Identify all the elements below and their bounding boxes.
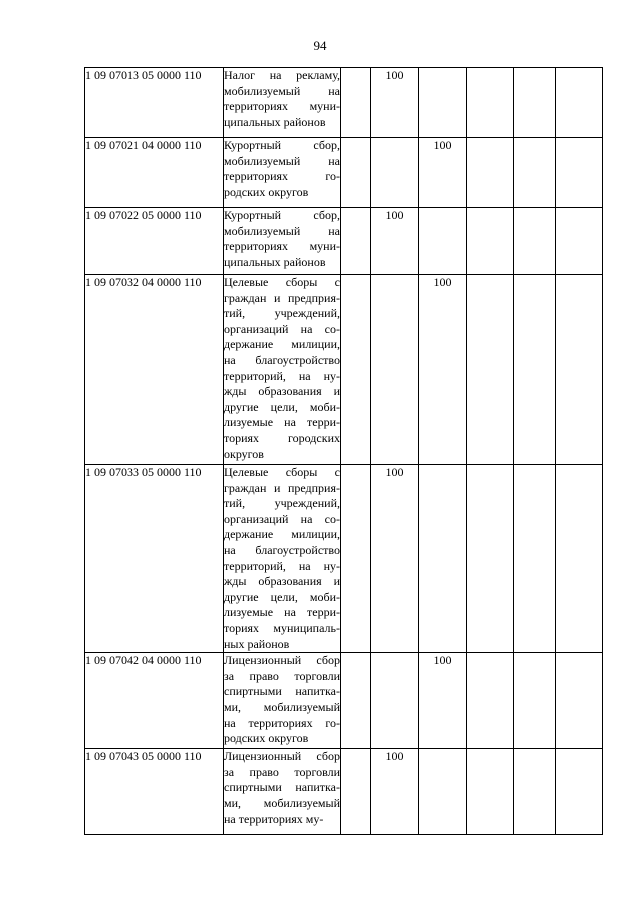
description-line: территориях го- bbox=[224, 169, 340, 184]
table-row bbox=[85, 138, 603, 208]
description-line: тий, учреждений, bbox=[224, 496, 340, 511]
income-description bbox=[224, 749, 341, 835]
description-line: на территориях му- bbox=[224, 811, 324, 826]
table-row bbox=[85, 275, 603, 465]
description-line: Лицензионный сбор bbox=[224, 749, 340, 764]
empty-cell bbox=[341, 749, 371, 835]
empty-cell bbox=[467, 208, 514, 275]
description-line: на благоустройство bbox=[224, 542, 340, 557]
description-line: мобилизуемый на bbox=[224, 223, 340, 238]
empty-cell bbox=[467, 465, 514, 653]
description-line: спиртными напитка- bbox=[224, 780, 340, 795]
empty-cell bbox=[341, 653, 371, 749]
description-line: территориях муни- bbox=[224, 99, 340, 114]
classification-code: 1 09 07043 05 0000 110 bbox=[85, 749, 224, 835]
income-description bbox=[224, 208, 341, 275]
budget-classification-table bbox=[84, 67, 603, 835]
norm-value-municipal: 100 bbox=[371, 68, 419, 138]
empty-cell bbox=[556, 68, 603, 138]
classification-code: 1 09 07042 04 0000 110 bbox=[85, 653, 224, 749]
description-line: Целевые сборы с bbox=[224, 465, 340, 479]
norm-value-urban bbox=[419, 208, 467, 275]
income-description bbox=[224, 653, 341, 749]
norm-value-municipal: 100 bbox=[371, 465, 419, 653]
table-body bbox=[85, 68, 603, 835]
table-row bbox=[85, 749, 603, 835]
description-line: лизуемые на терри- bbox=[224, 415, 340, 430]
description-line: ториях муниципаль- bbox=[224, 620, 340, 635]
description-line: другие цели, моби- bbox=[224, 589, 340, 604]
description-line: территориях муни- bbox=[224, 239, 340, 254]
description-line: другие цели, моби- bbox=[224, 399, 340, 414]
empty-cell bbox=[514, 465, 556, 653]
income-description bbox=[224, 68, 341, 138]
empty-cell bbox=[556, 749, 603, 835]
description-line: держание милиции, bbox=[224, 527, 340, 542]
empty-cell bbox=[514, 749, 556, 835]
description-line: мобилизуемый на bbox=[224, 83, 340, 98]
income-description bbox=[224, 465, 341, 653]
description-line: родских округов bbox=[224, 731, 309, 746]
empty-cell bbox=[514, 275, 556, 465]
description-line: ми, мобилизуемый bbox=[224, 795, 340, 810]
description-line: ципальных районов bbox=[224, 114, 326, 129]
norm-value-urban: 100 bbox=[419, 138, 467, 208]
classification-code: 1 09 07033 05 0000 110 bbox=[85, 465, 224, 653]
description-line: родских округов bbox=[224, 184, 309, 199]
norm-value-municipal: 100 bbox=[371, 208, 419, 275]
norm-value-urban bbox=[419, 749, 467, 835]
description-line: жды образования и bbox=[224, 574, 340, 589]
description-line: территорий, на ну- bbox=[224, 368, 340, 383]
description-line: Лицензионный сбор bbox=[224, 653, 340, 668]
description-line: ми, мобилизуемый bbox=[224, 699, 340, 714]
empty-cell bbox=[467, 275, 514, 465]
description-line: Целевые сборы с bbox=[224, 275, 340, 289]
income-description bbox=[224, 138, 341, 208]
description-line: за право торговли bbox=[224, 764, 340, 779]
empty-cell bbox=[514, 68, 556, 138]
empty-cell bbox=[514, 208, 556, 275]
empty-cell bbox=[341, 68, 371, 138]
empty-cell bbox=[467, 749, 514, 835]
description-line: жды образования и bbox=[224, 384, 340, 399]
norm-value-municipal: 100 bbox=[371, 749, 419, 835]
empty-cell bbox=[556, 465, 603, 653]
description-line: лизуемые на терри- bbox=[224, 605, 340, 620]
page-number: 94 bbox=[313, 38, 327, 53]
description-line: Курортный сбор, bbox=[224, 208, 340, 222]
empty-cell bbox=[341, 465, 371, 653]
income-description bbox=[224, 275, 341, 465]
table-row bbox=[85, 653, 603, 749]
description-line: мобилизуемый на bbox=[224, 153, 340, 168]
description-line: Курортный сбор, bbox=[224, 138, 340, 152]
description-line: ных районов bbox=[224, 636, 290, 651]
empty-cell bbox=[556, 208, 603, 275]
description-line: за право торговли bbox=[224, 668, 340, 683]
empty-cell bbox=[467, 138, 514, 208]
description-line: граждан и предприя- bbox=[224, 480, 340, 495]
norm-value-urban bbox=[419, 68, 467, 138]
description-line: спиртными напитка- bbox=[224, 684, 340, 699]
description-line: организаций на со- bbox=[224, 511, 340, 526]
norm-value-municipal bbox=[371, 275, 419, 465]
empty-cell bbox=[556, 653, 603, 749]
table-row bbox=[85, 68, 603, 138]
norm-value-municipal bbox=[371, 138, 419, 208]
description-line: на территориях го- bbox=[224, 715, 340, 730]
empty-cell bbox=[467, 653, 514, 749]
description-line: территорий, на ну- bbox=[224, 558, 340, 573]
empty-cell bbox=[341, 275, 371, 465]
description-line: организаций на со- bbox=[224, 321, 340, 336]
empty-cell bbox=[341, 208, 371, 275]
norm-value-urban: 100 bbox=[419, 653, 467, 749]
empty-cell bbox=[341, 138, 371, 208]
description-line: граждан и предприя- bbox=[224, 290, 340, 305]
empty-cell bbox=[514, 138, 556, 208]
description-line: ципальных районов bbox=[224, 254, 326, 269]
description-line: тий, учреждений, bbox=[224, 306, 340, 321]
classification-code: 1 09 07021 04 0000 110 bbox=[85, 138, 224, 208]
norm-value-municipal bbox=[371, 653, 419, 749]
table-row bbox=[85, 465, 603, 653]
description-line: Налог на рекламу, bbox=[224, 68, 340, 82]
table-row bbox=[85, 208, 603, 275]
description-line: округов bbox=[224, 446, 264, 461]
norm-value-urban: 100 bbox=[419, 275, 467, 465]
description-line: на благоустройство bbox=[224, 352, 340, 367]
description-line: держание милиции, bbox=[224, 337, 340, 352]
classification-code: 1 09 07022 05 0000 110 bbox=[85, 208, 224, 275]
empty-cell bbox=[556, 138, 603, 208]
empty-cell bbox=[467, 68, 514, 138]
norm-value-urban bbox=[419, 465, 467, 653]
empty-cell bbox=[514, 653, 556, 749]
classification-code: 1 09 07032 04 0000 110 bbox=[85, 275, 224, 465]
description-line: ториях городских bbox=[224, 430, 340, 445]
classification-code: 1 09 07013 05 0000 110 bbox=[85, 68, 224, 138]
empty-cell bbox=[556, 275, 603, 465]
